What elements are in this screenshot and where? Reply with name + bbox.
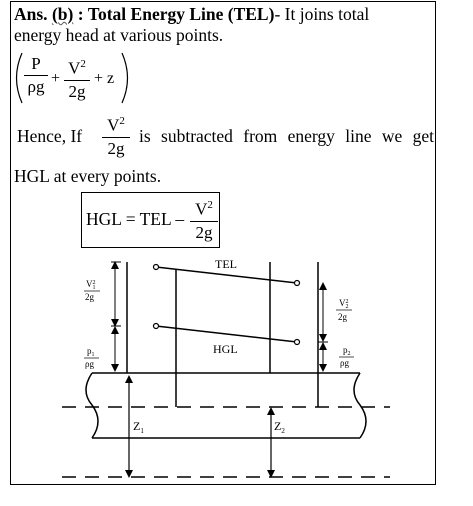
hence-suffix: is subtracted from energy line we get [139,126,434,146]
hence-line2: HGL at every points. [14,166,162,186]
hgl-2g-denominator: 2g [195,222,213,242]
pipe-right-break [354,373,366,438]
z1-label: $Z_1$ [133,419,144,435]
v1-squared-over-2g-label [84,279,100,302]
p2-over-rhog-label [339,345,354,368]
hence-v-numerator: V [107,115,120,135]
v-numerator: V [68,58,81,78]
ans-line2: energy head at various points. [14,25,224,45]
svg-text:V21: $V^2$ 1 [86,279,96,291]
svg-text:2g: 2g [85,292,94,302]
hgl-label: HGL [213,342,238,356]
svg-text:p1: $p_1$ [87,346,95,358]
v2-squared-over-2g-label [336,298,352,322]
svg-text:V22: $V^2$ 2 [339,298,349,310]
p-numerator: P [31,54,41,73]
ans-title: Total Energy Line (TEL) [87,4,275,24]
svg-text:p2: $p_2$ [343,345,351,357]
hgl-v-numerator: V [195,199,208,219]
2g-denominator: 2g [68,81,86,101]
svg-text:2g: 2g [338,312,347,322]
p1-over-rhog-label [84,346,99,369]
plus-sign-1: + [51,70,61,87]
ans-option: (b) [51,4,74,24]
hence-prefix: Hence, If [17,126,83,146]
rhog-denominator: ρg [27,77,45,96]
svg-text:ρg: ρg [85,359,94,369]
plus-sign-2: + [94,70,104,87]
hence-v-exponent: 2 [119,115,125,127]
hence-2g-denominator: 2g [107,138,125,158]
ans-colon: : [77,4,84,24]
v-exponent: 2 [80,58,86,70]
pipe-left-break [86,373,98,438]
hgl-line [156,326,297,342]
svg-text:ρg: ρg [340,358,349,368]
hgl-v-exponent: 2 [207,199,213,211]
z2-label: $Z_2$ [274,419,285,435]
hgl-equation-lhs: HGL = TEL – [86,209,185,229]
tel-label: TEL [215,257,237,271]
ans-rest-line1: - It joins total [274,4,370,24]
ans-prefix: Ans. [14,4,48,24]
z-term: z [107,70,115,87]
